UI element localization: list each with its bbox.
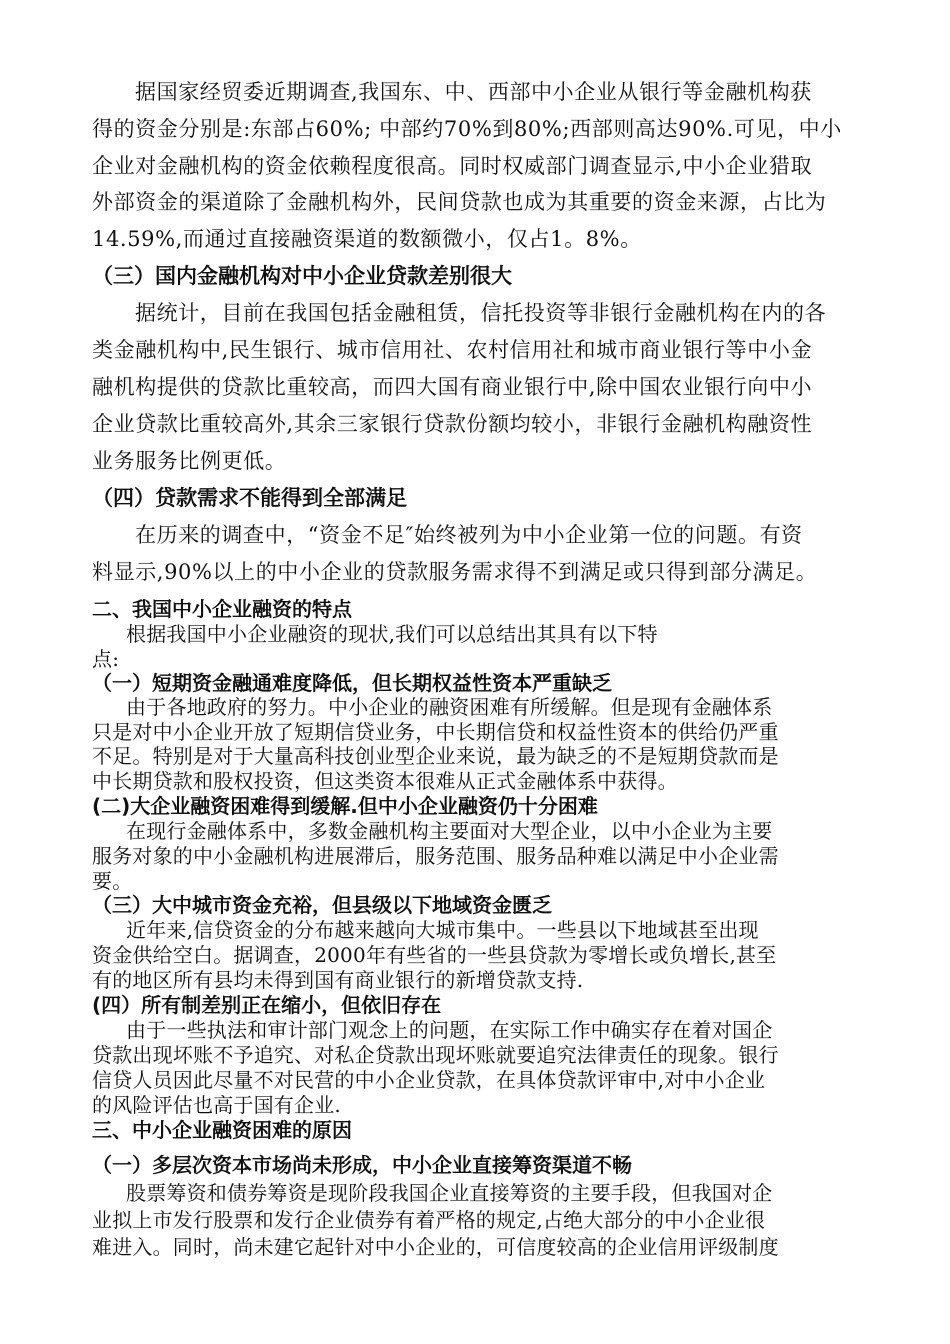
paragraph-line: 要。	[92, 869, 133, 893]
paragraph-line: 近年来,信贷资金的分布越来越向大城市集中。一些县以下地域甚至出现	[126, 918, 759, 942]
paragraph-line: 的风险评估也高于国有企业.	[92, 1093, 341, 1117]
paragraph-line: 中长期贷款和股权投资，但这类资本很难从正式金融体系中获得。	[92, 769, 678, 793]
paragraph-line: 外部资金的渠道除了金融机构外，民间贷款也成为其重要的资金来源，占比为	[92, 190, 827, 214]
section-heading: (二)大企业融资困难得到缓解.但中小企业融资仍十分困难	[92, 794, 598, 818]
paragraph-line: 在现行金融体系中，多数金融机构主要面对大型企业，以中小企业为主要	[126, 819, 773, 843]
paragraph-line: 融机构提供的贷款比重较高，而四大国有商业银行中,除中国农业银行向中小	[92, 375, 813, 399]
paragraph-line: 服务对象的中小金融机构进展滞后，服务范围、服务品种难以满足中小企业需	[92, 844, 779, 868]
paragraph-line: 资金供给空白。据调查，2000年有些省的一些县贷款为零增长或负增长,甚至	[92, 943, 777, 967]
paragraph-line: 在历来的调查中，“资金不足″始终被列为中小企业第一位的问题。有资	[135, 523, 803, 547]
section-heading: （三）国内金融机构对中小企业贷款差别很大	[92, 264, 512, 288]
paragraph-line: 据统计，目前在我国包括金融租赁，信托投资等非银行金融机构在内的各	[135, 301, 827, 325]
paragraph-line: 得的资金分别是:东部占60%; 中部约70%到80%;西部则高达90%.可见，中小	[92, 117, 842, 141]
paragraph-line: 贷款出现坏账不予追究、对私企贷款出现坏账就要追究法律责任的现象。银行	[92, 1043, 779, 1067]
chapter-title: 二、我国中小企业融资的特点	[92, 597, 352, 621]
section-heading: （一）短期资金融通难度降低，但长期权益性资本严重缺乏	[92, 671, 612, 695]
paragraph-line: 据国家经贸委近期调查,我国东、中、西部中小企业从银行等金融机构获	[135, 80, 812, 104]
section-heading: （三）大中城市资金充裕，但县级以下地域资金匮乏	[92, 893, 552, 917]
paragraph-line: 类金融机构中,民生银行、城市信用社、农村信用社和城市商业银行等中小金	[92, 338, 813, 362]
paragraph-line: 业拟上市发行股票和发行企业债券有着严格的规定,占绝大部分的中小企业很	[92, 1208, 766, 1232]
section-heading: (四）所有制差别正在缩小，但依旧存在	[92, 993, 442, 1017]
paragraph-line: 根据我国中小企业融资的现状,我们可以总结出其具有以下特	[126, 622, 658, 646]
paragraph-line: 信贷人员因此尽量不对民营的中小企业贷款，在具体贷款评审中,对中小企业	[92, 1068, 766, 1092]
paragraph-line: 只是对中小企业开放了短期信贷业务，中长期信贷和权益性资本的供给仍严重	[92, 720, 779, 744]
paragraph-line: 由于各地政府的努力。中小企业的融资困难有所缓解。但是现有金融体系	[126, 695, 773, 719]
paragraph-line: 由于一些执法和审计部门观念上的问题，在实际工作中确实存在着对国企	[126, 1018, 773, 1042]
section-heading: （四）贷款需求不能得到全部满足	[92, 486, 407, 510]
paragraph-line: 难进入。同时，尚未建它起针对中小企业的，可信度较高的企业信用评级制度	[92, 1235, 779, 1259]
paragraph-line: 料显示,90%以上的中小企业的贷款服务需求得不到满足或只得到部分满足。	[92, 560, 818, 584]
chapter-title: 三、中小企业融资困难的原因	[92, 1118, 352, 1142]
paragraph-line: 点:	[92, 647, 120, 671]
paragraph-line: 业务服务比例更低。	[92, 449, 287, 473]
paragraph-line: 14.59%,而通过直接融资渠道的数额微小，仅占1。8%。	[92, 227, 642, 251]
section-heading: （一）多层次资本市场尚未形成，中小企业直接筹资渠道不畅	[92, 1153, 632, 1177]
paragraph-line: 有的地区所有县均未得到国有商业银行的新增贷款支持.	[92, 968, 584, 992]
paragraph-line: 股票筹资和债券筹资是现阶段我国企业直接筹资的主要手段，但我国对企	[126, 1181, 773, 1205]
paragraph-line: 企业贷款比重较高外,其余三家银行贷款份额均较小，非银行金融机构融资性	[92, 412, 813, 436]
paragraph-line: 企业对金融机构的资金依赖程度很高。同时权威部门调查显示,中小企业猎取	[92, 154, 813, 178]
paragraph-line: 不足。特别是对于大量高科技创业型企业来说，最为缺乏的不是短期贷款而是	[92, 744, 779, 768]
